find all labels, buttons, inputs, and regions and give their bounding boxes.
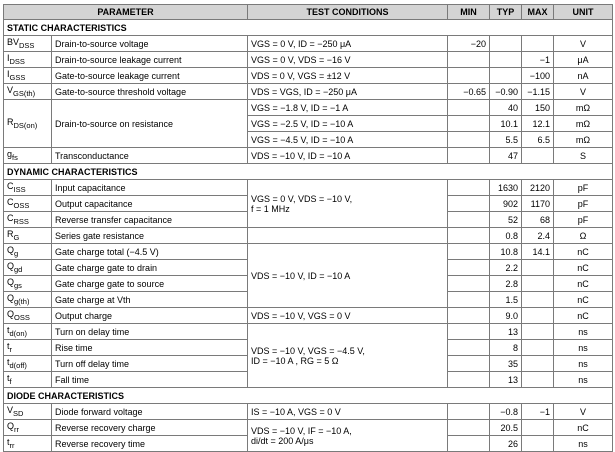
param-description: Gate-to-source leakage current — [52, 68, 248, 84]
min-value — [448, 372, 490, 388]
unit-value: nC — [554, 244, 613, 260]
unit-value: nA — [554, 68, 613, 84]
table-row — [4, 308, 613, 324]
max-value: 1170 — [522, 196, 554, 212]
typ-value: 5.5 — [490, 132, 522, 148]
min-value — [448, 228, 490, 244]
typ-value: 902 — [490, 196, 522, 212]
unit-value: ns — [554, 340, 613, 356]
table-row — [4, 324, 613, 340]
header-conditions: TEST CONDITIONS — [248, 5, 448, 20]
section-dynamic — [4, 164, 613, 180]
section-diode — [4, 388, 613, 404]
max-value: −1 — [522, 52, 554, 68]
max-value — [522, 420, 554, 436]
typ-value: 0.8 — [490, 228, 522, 244]
param-symbol: $t_{d(off)}$ — [4, 356, 52, 372]
typ-value: 2.8 — [490, 276, 522, 292]
unit-value: mΩ — [554, 100, 613, 116]
param-description: Turn off delay time — [52, 356, 248, 372]
param-symbol: $g_{fs}$ — [4, 148, 52, 164]
param-description: Output capacitance — [52, 196, 248, 212]
typ-value: 20.5 — [490, 420, 522, 436]
typ-value: 9.0 — [490, 308, 522, 324]
min-value — [448, 276, 490, 292]
max-value: 12.1 — [522, 116, 554, 132]
typ-value: 52 — [490, 212, 522, 228]
section-title: DYNAMIC CHARACTERISTICS — [4, 164, 613, 180]
table-row — [4, 148, 613, 164]
min-value — [448, 420, 490, 436]
table-row — [4, 84, 613, 100]
test-condition: VDS = −10 V, ID = −10 A — [248, 148, 448, 164]
typ-value: 13 — [490, 324, 522, 340]
param-description: Reverse transfer capacitance — [52, 212, 248, 228]
param-description: Turn on delay time — [52, 324, 248, 340]
min-value — [448, 324, 490, 340]
param-symbol: $t_{d(on)}$ — [4, 324, 52, 340]
test-condition: VDS = −10 V, ID = −10 A — [248, 244, 448, 308]
header-parameter: PARAMETER — [4, 5, 248, 20]
max-value: 14.1 — [522, 244, 554, 260]
min-value — [448, 196, 490, 212]
typ-value: −0.8 — [490, 404, 522, 420]
test-condition: VGS = −2.5 V, ID = −10 A — [248, 116, 448, 132]
min-value — [448, 180, 490, 196]
test-condition: VGS = 0 V, VDS = −16 V — [248, 52, 448, 68]
min-value — [448, 132, 490, 148]
typ-value: −0.90 — [490, 84, 522, 100]
header-typ: TYP — [490, 5, 522, 20]
typ-value: 10.1 — [490, 116, 522, 132]
unit-value: pF — [554, 196, 613, 212]
param-description: Gate charge gate to source — [52, 276, 248, 292]
param-description: Drain-to-source on resistance — [52, 100, 248, 148]
max-value: 68 — [522, 212, 554, 228]
max-value — [522, 324, 554, 340]
header-max: MAX — [522, 5, 554, 20]
min-value — [448, 340, 490, 356]
param-description: Fall time — [52, 372, 248, 388]
param-description: Drain-to-source leakage current — [52, 52, 248, 68]
typ-value — [490, 52, 522, 68]
test-condition: VDS = VGS, ID = −250 μA — [248, 84, 448, 100]
param-description: Gate charge total (−4.5 V) — [52, 244, 248, 260]
param-symbol: $Q_{rr}$ — [4, 420, 52, 436]
test-condition: VDS = −10 V, IF = −10 A, di/dt = 200 A/μs — [248, 420, 448, 452]
unit-value: ns — [554, 372, 613, 388]
unit-value: pF — [554, 212, 613, 228]
min-value — [448, 308, 490, 324]
min-value — [448, 100, 490, 116]
max-value: 2120 — [522, 180, 554, 196]
unit-value: ns — [554, 324, 613, 340]
typ-value: 8 — [490, 340, 522, 356]
typ-value: 35 — [490, 356, 522, 372]
min-value — [448, 292, 490, 308]
param-description: Series gate resistance — [52, 228, 248, 244]
param-symbol: $Q_{OSS}$ — [4, 308, 52, 324]
test-condition: VGS = −4.5 V, ID = −10 A — [248, 132, 448, 148]
unit-value: ns — [554, 356, 613, 372]
min-value: −20 — [448, 36, 490, 52]
table-row — [4, 244, 613, 260]
section-static — [4, 20, 613, 36]
table-row — [4, 420, 613, 436]
param-symbol: $Q_g$ — [4, 244, 52, 260]
max-value: 6.5 — [522, 132, 554, 148]
header-unit: UNIT — [554, 5, 613, 20]
unit-value: V — [554, 36, 613, 52]
electrical-characteristics-table — [3, 4, 613, 452]
min-value — [448, 356, 490, 372]
param-symbol: $C_{RSS}$ — [4, 212, 52, 228]
param-description: Reverse recovery time — [52, 436, 248, 452]
unit-value: pF — [554, 180, 613, 196]
max-value — [522, 436, 554, 452]
unit-value: nC — [554, 420, 613, 436]
table-row — [4, 180, 613, 196]
param-symbol: $Q_{gs}$ — [4, 276, 52, 292]
unit-value: μA — [554, 52, 613, 68]
typ-value: 47 — [490, 148, 522, 164]
table-row — [4, 68, 613, 84]
param-symbol: $R_G$ — [4, 228, 52, 244]
unit-value: S — [554, 148, 613, 164]
param-description: Gate-to-source threshold voltage — [52, 84, 248, 100]
unit-value: Ω — [554, 228, 613, 244]
param-symbol: $C_{ISS}$ — [4, 180, 52, 196]
typ-value: 26 — [490, 436, 522, 452]
param-description: Drain-to-source voltage — [52, 36, 248, 52]
typ-value: 1.5 — [490, 292, 522, 308]
param-symbol: $C_{OSS}$ — [4, 196, 52, 212]
param-symbol: $BV_{DSS}$ — [4, 36, 52, 52]
test-condition: VGS = −1.8 V, ID = −1 A — [248, 100, 448, 116]
unit-value: nC — [554, 276, 613, 292]
max-value — [522, 308, 554, 324]
typ-value: 13 — [490, 372, 522, 388]
max-value — [522, 372, 554, 388]
param-symbol: $I_{GSS}$ — [4, 68, 52, 84]
min-value: −0.65 — [448, 84, 490, 100]
min-value — [448, 404, 490, 420]
test-condition: IS = −10 A, VGS = 0 V — [248, 404, 448, 420]
param-description: Gate charge gate to drain — [52, 260, 248, 276]
param-symbol: $t_{rr}$ — [4, 436, 52, 452]
min-value — [448, 148, 490, 164]
max-value — [522, 276, 554, 292]
unit-value: mΩ — [554, 132, 613, 148]
max-value: 150 — [522, 100, 554, 116]
param-symbol: $Q_{g(th)}$ — [4, 292, 52, 308]
unit-value: V — [554, 404, 613, 420]
typ-value — [490, 68, 522, 84]
test-condition — [248, 228, 448, 244]
max-value — [522, 292, 554, 308]
param-description: Diode forward voltage — [52, 404, 248, 420]
typ-value: 10.8 — [490, 244, 522, 260]
typ-value: 40 — [490, 100, 522, 116]
param-symbol: $I_{DSS}$ — [4, 52, 52, 68]
typ-value: 2.2 — [490, 260, 522, 276]
test-condition: VGS = 0 V, ID = −250 μA — [248, 36, 448, 52]
unit-value: mΩ — [554, 116, 613, 132]
table-row — [4, 228, 613, 244]
max-value — [522, 260, 554, 276]
section-title: STATIC CHARACTERISTICS — [4, 20, 613, 36]
param-description: Input capacitance — [52, 180, 248, 196]
table-row — [4, 404, 613, 420]
min-value — [448, 52, 490, 68]
min-value — [448, 116, 490, 132]
param-description: Reverse recovery charge — [52, 420, 248, 436]
unit-value: nC — [554, 260, 613, 276]
typ-value — [490, 36, 522, 52]
min-value — [448, 68, 490, 84]
test-condition: VDS = 0 V, VGS = ±12 V — [248, 68, 448, 84]
header-row — [4, 5, 613, 20]
param-description: Output charge — [52, 308, 248, 324]
section-title: DIODE CHARACTERISTICS — [4, 388, 613, 404]
test-condition: VDS = −10 V, VGS = −4.5 V, ID = −10 A , RG = 5 Ω — [248, 324, 448, 388]
max-value — [522, 356, 554, 372]
typ-value: 1630 — [490, 180, 522, 196]
max-value: −1 — [522, 404, 554, 420]
param-symbol: $V_{SD}$ — [4, 404, 52, 420]
max-value: 2.4 — [522, 228, 554, 244]
max-value: −1.15 — [522, 84, 554, 100]
unit-value: V — [554, 84, 613, 100]
table-row — [4, 52, 613, 68]
header-min: MIN — [448, 5, 490, 20]
min-value — [448, 244, 490, 260]
param-symbol: $V_{GS(th)}$ — [4, 84, 52, 100]
param-description: Gate charge at Vth — [52, 292, 248, 308]
test-condition: VDS = −10 V, VGS = 0 V — [248, 308, 448, 324]
param-symbol: $R_{DS(on)}$ — [4, 100, 52, 148]
unit-value: ns — [554, 436, 613, 452]
param-description: Rise time — [52, 340, 248, 356]
table-row — [4, 36, 613, 52]
param-description: Transconductance — [52, 148, 248, 164]
unit-value: nC — [554, 308, 613, 324]
min-value — [448, 436, 490, 452]
max-value: −100 — [522, 68, 554, 84]
min-value — [448, 212, 490, 228]
min-value — [448, 260, 490, 276]
max-value — [522, 340, 554, 356]
param-symbol: $Q_{gd}$ — [4, 260, 52, 276]
table-row — [4, 100, 613, 116]
max-value — [522, 36, 554, 52]
param-symbol: $t_f$ — [4, 372, 52, 388]
unit-value: nC — [554, 292, 613, 308]
max-value — [522, 148, 554, 164]
test-condition: VGS = 0 V, VDS = −10 V, f = 1 MHz — [248, 180, 448, 228]
param-symbol: $t_r$ — [4, 340, 52, 356]
